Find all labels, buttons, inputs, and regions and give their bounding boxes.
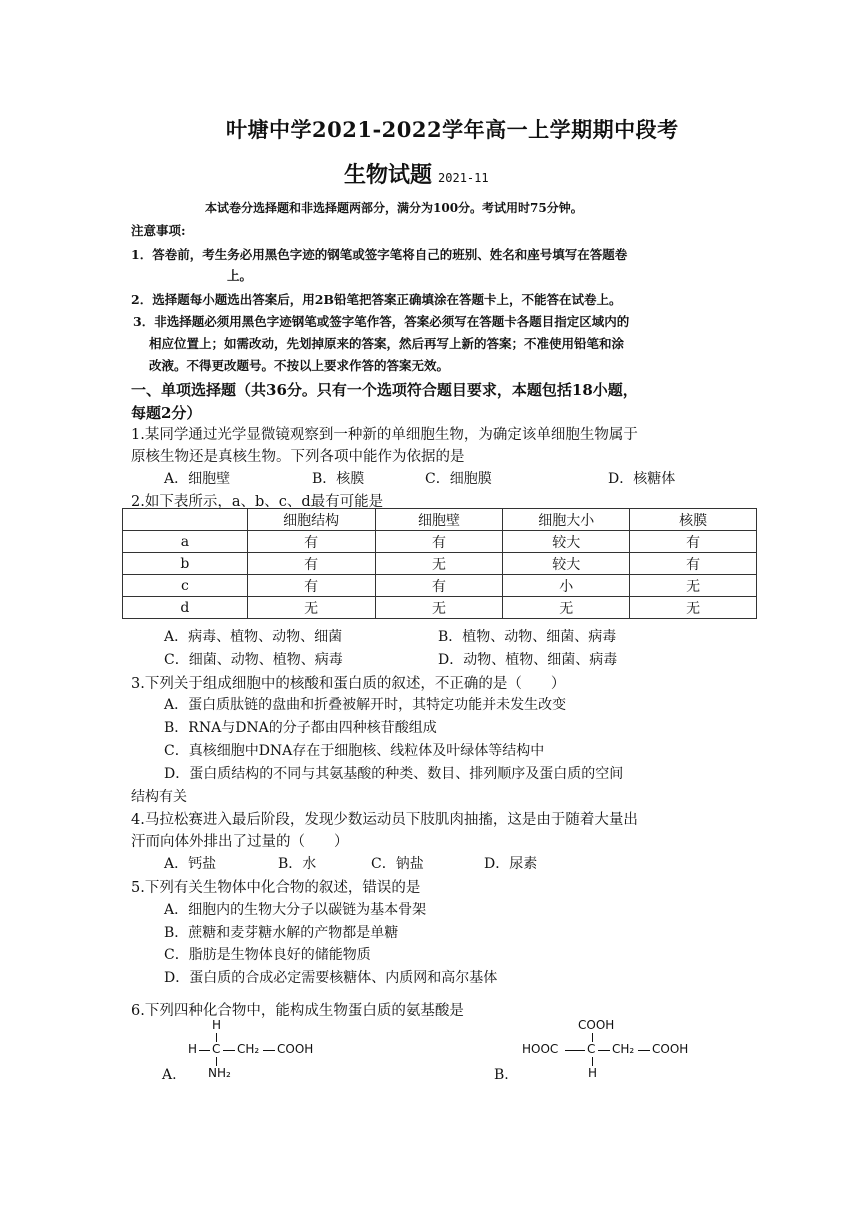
q6-option-b-label: B. [494, 1067, 509, 1083]
q3-option-d-cont: 结构有关 [131, 789, 187, 805]
q1-option-d: D．核糖体 [608, 471, 676, 487]
table-row [123, 575, 757, 597]
q6-stem: 6.下列四种化合物中，能构成生物蛋白质的氨基酸是 [131, 1003, 464, 1019]
formula-bond [263, 1050, 275, 1051]
notice-item-2: 2．选择题每小题选出答案后，用2B铅笔把答案正确填涂在答题卡上，不能答在试卷上。 [131, 292, 622, 307]
q5-stem: 5.下列有关生物体中化合物的叙述，错误的是 [131, 880, 421, 896]
formula-atom: C [587, 1042, 596, 1056]
exam-date: 2021-11 [438, 171, 489, 185]
table-row [123, 531, 757, 553]
q4-stem-cont: 汗而向体外排出了过量的（ ） [131, 834, 349, 850]
formula-bond [598, 1050, 610, 1051]
q3-option-d: D．蛋白质结构的不同与其氨基酸的种类、数目、排列顺序及蛋白质的空间 [164, 766, 624, 782]
notice-item-3-cont-2: 改液。不得更改题号。不按以上要求作答的答案无效。 [149, 358, 450, 373]
table-cell: 有 [247, 553, 375, 575]
notice-item-1-cont: 上。 [227, 268, 253, 283]
table-cell: 有 [247, 575, 375, 597]
q5-option-c: C．脂肪是生物体良好的储能物质 [164, 947, 371, 963]
q4-option-d: D．尿素 [484, 856, 538, 872]
table-cell: a [123, 531, 248, 553]
table-cell: 无 [247, 597, 375, 619]
formula-atom: COOH [652, 1042, 689, 1056]
exam-title: 叶塘中学2021-2022学年高一上学期期中段考 [226, 117, 679, 142]
notice-item-3-cont-1: 相应位置上；如需改动，先划掉原来的答案，然后再写上新的答案；不准使用铅笔和涂 [149, 336, 625, 351]
table-cell [123, 509, 248, 531]
formula-bond [216, 1033, 217, 1042]
formula-atom: H [212, 1018, 222, 1032]
table-cell: 细胞结构 [247, 509, 375, 531]
table-cell: d [123, 597, 248, 619]
formula-bond [216, 1057, 217, 1066]
q2-stem: 2.如下表所示，a、b、c、d最有可能是 [131, 494, 384, 510]
table-cell: c [123, 575, 248, 597]
q6-option-a-label: A. [162, 1067, 177, 1083]
table-row [123, 597, 757, 619]
q3-option-c: C．真核细胞中DNA存在于细胞核、线粒体及叶绿体等结构中 [164, 743, 545, 759]
formula-atom: NH₂ [208, 1066, 231, 1080]
q4-option-a: A．钙盐 [164, 856, 217, 872]
section-heading: 一、单项选择题（共36分。只有一个选项符合题目要求，本题包括18小题， [131, 381, 638, 399]
table-cell: 无 [375, 597, 503, 619]
q5-option-a: A．细胞内的生物大分子以碳链为基本骨架 [164, 902, 427, 918]
formula-atom: COOH [578, 1018, 615, 1032]
notice-item-1: 1．答卷前，考生务必用黑色字迹的钢笔或签字笔将自己的班别、姓名和座号填写在答题卷 [131, 247, 628, 262]
formula-atom: H [188, 1042, 198, 1056]
q1-option-a: A．细胞壁 [164, 471, 231, 487]
q3-option-a: A．蛋白质肽链的盘曲和折叠被解开时，其特定功能并未发生改变 [164, 697, 567, 713]
formula-bond [638, 1050, 650, 1051]
q1-option-c: C．细胞膜 [425, 471, 492, 487]
table-cell: 细胞壁 [375, 509, 503, 531]
notice-heading: 注意事项: [131, 223, 186, 238]
formula-atom: HOOC [522, 1042, 559, 1056]
table-row [123, 553, 757, 575]
q6-formula-a [188, 1018, 328, 1082]
table-cell: 有 [630, 531, 757, 553]
table-cell: 核膜 [630, 509, 757, 531]
formula-bond [565, 1050, 585, 1051]
table-cell: 无 [630, 597, 757, 619]
formula-atom: CH₂ [612, 1042, 635, 1056]
table-cell: 无 [375, 553, 503, 575]
q2-option-b: B．植物、动物、细菌、病毒 [438, 629, 617, 645]
q4-stem: 4.马拉松赛进入最后阶段，发现少数运动员下肢肌肉抽搐，这是由于随着大量出 [131, 812, 638, 828]
q5-option-b: B．蔗糖和麦芽糖水解的产物都是单糖 [164, 925, 399, 941]
exam-intro: 本试卷分选择题和非选择题两部分，满分为100分。考试用时75分钟。 [205, 201, 583, 215]
q5-option-d: D．蛋白质的合成必定需要核糖体、内质网和高尔基体 [164, 970, 498, 986]
q2-table [122, 508, 757, 619]
formula-atom: COOH [277, 1042, 314, 1056]
subject-name: 生物试题 [344, 162, 433, 188]
table-cell: 有 [375, 575, 503, 597]
table-cell: 有 [630, 553, 757, 575]
q2-option-a: A．病毒、植物、动物、细菌 [164, 629, 343, 645]
table-header-row [123, 509, 757, 531]
table-cell: 无 [503, 597, 630, 619]
q2-option-c: C．细菌、动物、植物、病毒 [164, 652, 343, 668]
subject-title [344, 158, 489, 189]
table-cell: 小 [503, 575, 630, 597]
formula-atom: H [588, 1066, 598, 1080]
section-heading-cont: 每题2分） [131, 404, 202, 422]
formula-bond [592, 1057, 593, 1066]
q1-option-b: B．核膜 [312, 471, 365, 487]
q4-option-c: C．钠盐 [371, 856, 424, 872]
table-cell: b [123, 553, 248, 575]
formula-bond [592, 1033, 593, 1042]
q3-stem: 3.下列关于组成细胞中的核酸和蛋白质的叙述，不正确的是（ ） [131, 676, 566, 692]
formula-bond [223, 1050, 235, 1051]
notice-item-3: 3．非选择题必须用黑色字迹钢笔或签字笔作答，答案必须写在答题卡各题目指定区域内的 [133, 314, 630, 329]
q1-stem: 1.某同学通过光学显微镜观察到一种新的单细胞生物，为确定该单细胞生物属于 [131, 427, 638, 443]
q1-stem-cont: 原核生物还是真核生物。下列各项中能作为依据的是 [131, 449, 465, 465]
q2-option-d: D．动物、植物、细菌、病毒 [438, 652, 618, 668]
q4-option-b: B．水 [278, 856, 317, 872]
q3-option-b: B．RNA与DNA的分子都由四种核苷酸组成 [164, 720, 437, 736]
formula-atom: CH₂ [237, 1042, 260, 1056]
table-cell: 有 [375, 531, 503, 553]
table-cell: 细胞大小 [503, 509, 630, 531]
table-cell: 较大 [503, 531, 630, 553]
table-cell: 无 [630, 575, 757, 597]
table-cell: 有 [247, 531, 375, 553]
formula-bond [199, 1050, 210, 1051]
table-cell: 较大 [503, 553, 630, 575]
q6-formula-b [522, 1018, 702, 1082]
formula-atom: C [212, 1042, 221, 1056]
